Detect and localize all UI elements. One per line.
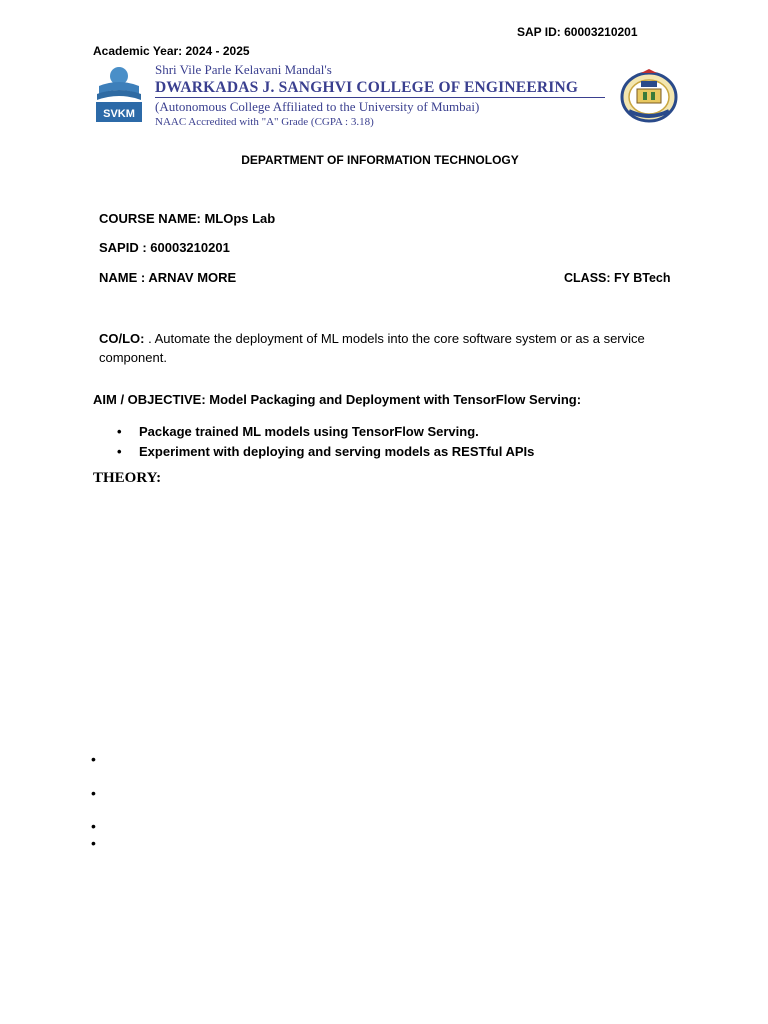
theory-heading: THEORY: <box>93 470 162 486</box>
college-crest-icon <box>619 67 679 123</box>
affiliation: (Autonomous College Affiliated to the University of Mumbai) <box>155 99 480 114</box>
empty-bullet: • <box>91 751 96 767</box>
bullet-icon: • <box>117 424 122 439</box>
co-lo-statement <box>99 329 669 367</box>
class-label: CLASS: FY BTech <box>564 271 671 285</box>
course-name: COURSE NAME: MLOps Lab <box>99 211 276 226</box>
list-item <box>117 422 534 442</box>
co-lo-text: . Automate the deployment of ML models into the core software system or as a service component. <box>99 331 645 365</box>
naac-accreditation: NAAC Accredited with "A" Grade (CGPA : 3.18) <box>155 116 374 128</box>
college-header <box>155 62 605 130</box>
empty-bullet: • <box>91 818 96 834</box>
department-title: DEPARTMENT OF INFORMATION TECHNOLOGY <box>241 153 519 167</box>
empty-bullet: • <box>91 785 96 801</box>
co-lo-label: CO/LO: <box>99 331 145 346</box>
bullet-icon: • <box>117 444 122 459</box>
svkm-logo-text: SVKM <box>103 108 135 120</box>
empty-bullet: • <box>91 835 96 851</box>
header-rule <box>155 97 605 98</box>
objective-text: Experiment with deploying and serving models as RESTful APIs <box>139 444 535 459</box>
student-name: NAME : ARNAV MORE <box>99 270 237 285</box>
mandal-name: Shri Vile Parle Kelavani Mandal's <box>155 62 332 77</box>
list-item <box>117 442 534 462</box>
sap-id-top: SAP ID: 60003210201 <box>517 25 638 39</box>
objective-text: Package trained ML models using TensorFlow Serving. <box>139 424 479 439</box>
svkm-logo-icon <box>93 64 145 124</box>
academic-year: Academic Year: 2024 - 2025 <box>93 44 250 58</box>
objective-list <box>117 422 534 462</box>
sap-id: SAPID : 60003210201 <box>99 240 230 255</box>
aim-objective: AIM / OBJECTIVE: Model Packaging and Deployment with TensorFlow Serving: <box>93 392 582 407</box>
college-name: DWARKADAS J. SANGHVI COLLEGE OF ENGINEERING <box>155 79 579 96</box>
